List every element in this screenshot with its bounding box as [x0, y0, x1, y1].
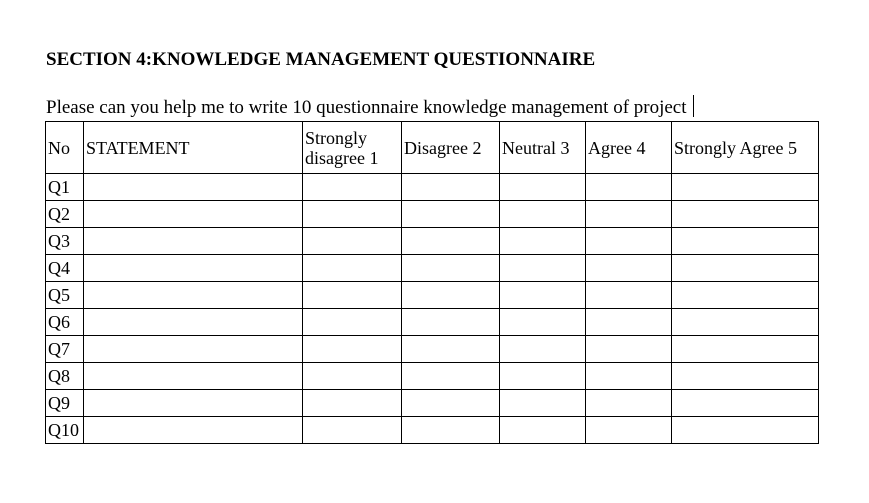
- statement-cell[interactable]: [84, 336, 303, 363]
- row-number: Q10: [46, 417, 84, 444]
- header-no: No: [46, 122, 84, 174]
- disagree-cell[interactable]: [402, 201, 500, 228]
- row-number: Q6: [46, 309, 84, 336]
- questionnaire-table: [45, 121, 819, 444]
- strongly-agree-cell[interactable]: [672, 390, 819, 417]
- neutral-cell[interactable]: [500, 228, 586, 255]
- strongly-disagree-cell[interactable]: [303, 282, 402, 309]
- strongly-agree-cell[interactable]: [672, 201, 819, 228]
- row-number: Q4: [46, 255, 84, 282]
- disagree-cell[interactable]: [402, 363, 500, 390]
- row-number: Q7: [46, 336, 84, 363]
- row-number: Q8: [46, 363, 84, 390]
- table-row: [46, 255, 819, 282]
- agree-cell[interactable]: [586, 363, 672, 390]
- statement-cell[interactable]: [84, 282, 303, 309]
- prompt-text: Please can you help me to write 10 questionnaire knowledge management of project: [46, 97, 687, 118]
- table-row: [46, 282, 819, 309]
- header-strongly-disagree: Strongly disagree 1: [303, 122, 402, 174]
- row-number: Q2: [46, 201, 84, 228]
- disagree-cell[interactable]: [402, 309, 500, 336]
- table-row: [46, 174, 819, 201]
- row-number: Q1: [46, 174, 84, 201]
- agree-cell[interactable]: [586, 390, 672, 417]
- strongly-disagree-cell[interactable]: [303, 390, 402, 417]
- statement-cell[interactable]: [84, 417, 303, 444]
- header-agree: Agree 4: [586, 122, 672, 174]
- strongly-agree-cell[interactable]: [672, 309, 819, 336]
- table-row: [46, 228, 819, 255]
- header-strongly-agree: Strongly Agree 5: [672, 122, 819, 174]
- agree-cell[interactable]: [586, 201, 672, 228]
- statement-cell[interactable]: [84, 309, 303, 336]
- strongly-disagree-cell[interactable]: [303, 309, 402, 336]
- row-number: Q9: [46, 390, 84, 417]
- strongly-agree-cell[interactable]: [672, 336, 819, 363]
- strongly-agree-cell[interactable]: [672, 228, 819, 255]
- strongly-disagree-cell[interactable]: [303, 201, 402, 228]
- agree-cell[interactable]: [586, 228, 672, 255]
- text-cursor: [693, 95, 694, 117]
- header-statement: STATEMENT: [84, 122, 303, 174]
- statement-cell[interactable]: [84, 228, 303, 255]
- table-header-row: [46, 122, 819, 174]
- strongly-disagree-cell[interactable]: [303, 255, 402, 282]
- statement-cell[interactable]: [84, 201, 303, 228]
- header-neutral: Neutral 3: [500, 122, 586, 174]
- row-number: Q5: [46, 282, 84, 309]
- table-row: [46, 336, 819, 363]
- agree-cell[interactable]: [586, 309, 672, 336]
- neutral-cell[interactable]: [500, 255, 586, 282]
- neutral-cell[interactable]: [500, 390, 586, 417]
- statement-cell[interactable]: [84, 390, 303, 417]
- table-row: [46, 417, 819, 444]
- strongly-disagree-cell[interactable]: [303, 417, 402, 444]
- header-disagree: Disagree 2: [402, 122, 500, 174]
- disagree-cell[interactable]: [402, 255, 500, 282]
- neutral-cell[interactable]: [500, 363, 586, 390]
- strongly-disagree-cell[interactable]: [303, 363, 402, 390]
- section-title: SECTION 4:KNOWLEDGE MANAGEMENT QUESTIONNAIRE: [46, 49, 596, 70]
- agree-cell[interactable]: [586, 336, 672, 363]
- agree-cell[interactable]: [586, 282, 672, 309]
- statement-cell[interactable]: [84, 363, 303, 390]
- neutral-cell[interactable]: [500, 174, 586, 201]
- strongly-disagree-cell[interactable]: [303, 228, 402, 255]
- strongly-agree-cell[interactable]: [672, 417, 819, 444]
- disagree-cell[interactable]: [402, 228, 500, 255]
- strongly-agree-cell[interactable]: [672, 174, 819, 201]
- neutral-cell[interactable]: [500, 309, 586, 336]
- disagree-cell[interactable]: [402, 390, 500, 417]
- statement-cell[interactable]: [84, 174, 303, 201]
- prompt-text-line[interactable]: [46, 95, 694, 120]
- table-row: [46, 201, 819, 228]
- disagree-cell[interactable]: [402, 282, 500, 309]
- neutral-cell[interactable]: [500, 282, 586, 309]
- table-row: [46, 309, 819, 336]
- strongly-agree-cell[interactable]: [672, 255, 819, 282]
- disagree-cell[interactable]: [402, 336, 500, 363]
- disagree-cell[interactable]: [402, 417, 500, 444]
- strongly-agree-cell[interactable]: [672, 282, 819, 309]
- neutral-cell[interactable]: [500, 336, 586, 363]
- agree-cell[interactable]: [586, 255, 672, 282]
- neutral-cell[interactable]: [500, 201, 586, 228]
- agree-cell[interactable]: [586, 174, 672, 201]
- disagree-cell[interactable]: [402, 174, 500, 201]
- row-number: Q3: [46, 228, 84, 255]
- statement-cell[interactable]: [84, 255, 303, 282]
- strongly-disagree-cell[interactable]: [303, 174, 402, 201]
- agree-cell[interactable]: [586, 417, 672, 444]
- strongly-disagree-cell[interactable]: [303, 336, 402, 363]
- neutral-cell[interactable]: [500, 417, 586, 444]
- table-row: [46, 363, 819, 390]
- strongly-agree-cell[interactable]: [672, 363, 819, 390]
- table-row: [46, 390, 819, 417]
